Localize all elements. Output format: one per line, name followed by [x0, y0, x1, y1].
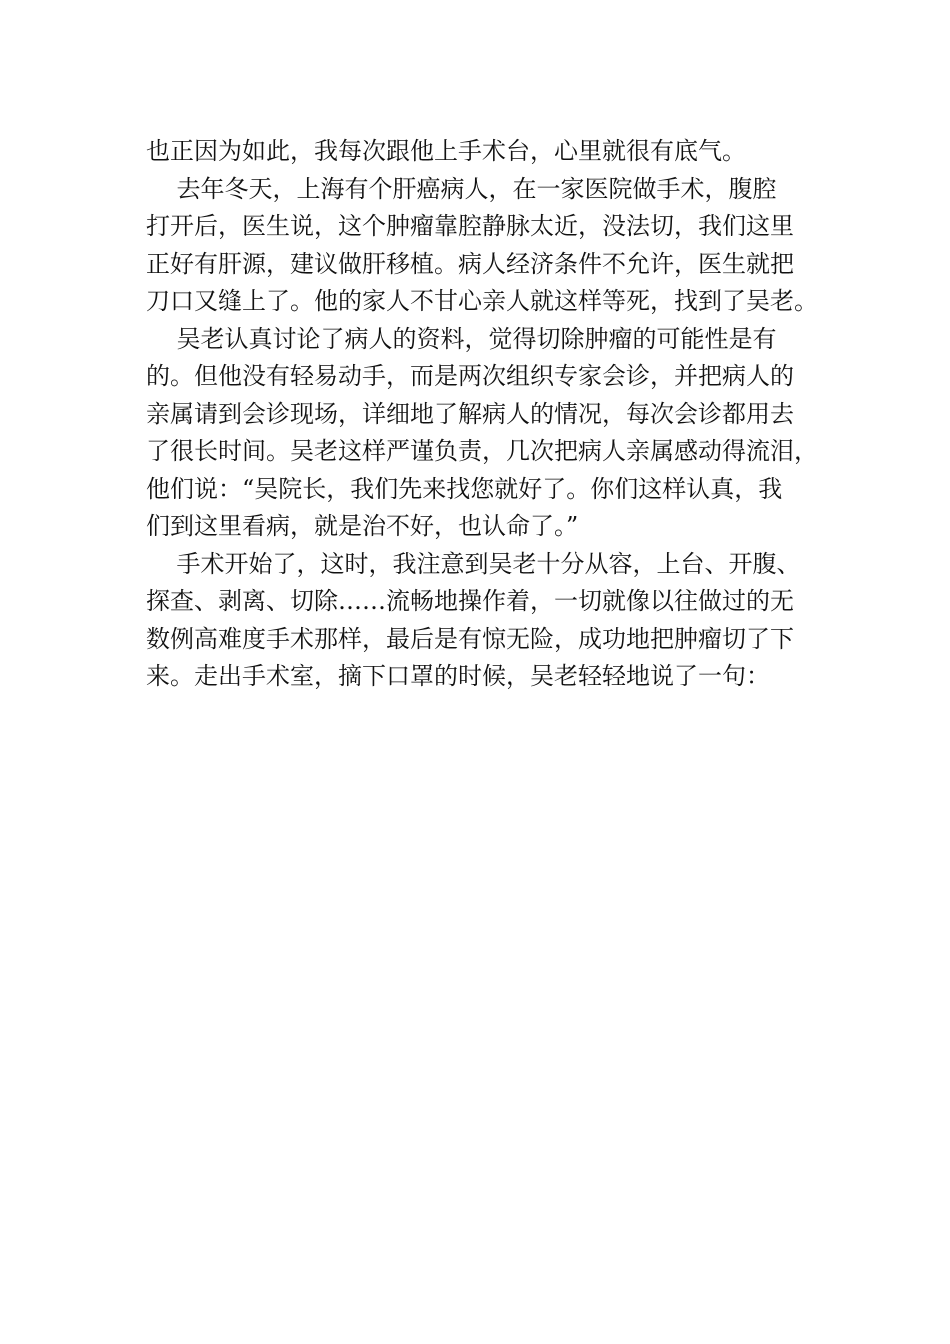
- text-line: 的。但他没有轻易动手，而是两次组织专家会诊，并把病人的: [146, 362, 794, 390]
- text-line: 们到这里看病，就是治不好，也认命了。”: [146, 512, 579, 540]
- text-line: 数例高难度手术那样，最后是有惊无险，成功地把肿瘤切了下: [146, 624, 794, 653]
- text-line: 探查、剥离、切除……流畅地操作着，一切就像以往做过的无: [146, 587, 794, 615]
- text-line: 手术开始了，这时，我注意到吴老十分从容，上台、开腹、: [146, 549, 801, 578]
- body-text: [146, 133, 826, 696]
- text-line: 吴老认真讨论了病人的资料，觉得切除肿瘤的可能性是有: [146, 324, 777, 353]
- text-line: 也正因为如此，我每次跟他上手术台，心里就很有底气。: [146, 137, 746, 165]
- text-line: 他们说：“吴院长，我们先来找您就好了。你们这样认真，我: [146, 474, 783, 503]
- text-line: 刀口又缝上了。他的家人不甘心亲人就这样等死，找到了吴老。: [146, 287, 818, 315]
- text-line: 正好有肝源，建议做肝移植。病人经济条件不允许，医生就把: [146, 249, 794, 278]
- text-line: 去年冬天，上海有个肝癌病人，在一家医院做手术，腹腔: [146, 174, 777, 203]
- text-line: 打开后，医生说，这个肿瘤靠腔静脉太近，没法切，我们这里: [146, 212, 794, 240]
- text-line: 来。走出手术室，摘下口罩的时候，吴老轻轻地说了一句：: [146, 662, 770, 690]
- text-line: 亲属请到会诊现场，详细地了解病人的情况，每次会诊都用去: [146, 399, 794, 428]
- text-line: 了很长时间。吴老这样严谨负责，几次把病人亲属感动得流泪，: [146, 437, 818, 465]
